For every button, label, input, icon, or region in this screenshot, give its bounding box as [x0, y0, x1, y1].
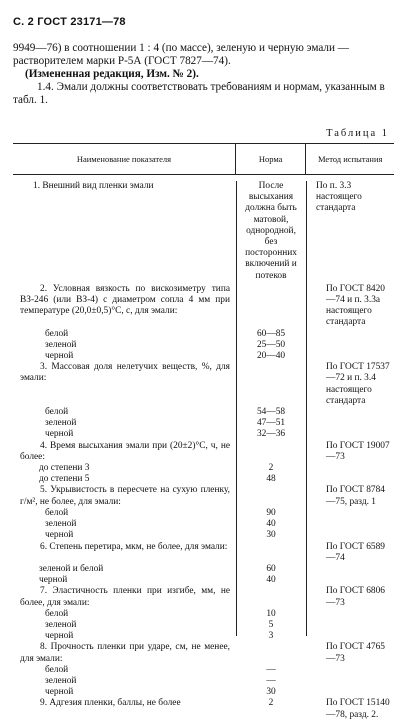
- table-row: [13, 631, 394, 642]
- cell-norm: После высыхания должна быть матовой, однородной, без посторонних включений и потеков: [245, 181, 297, 281]
- table-row: [13, 586, 394, 608]
- table-row: [13, 698, 394, 720]
- cell-norm: 3: [268, 631, 274, 642]
- cell-name: белой: [45, 664, 69, 675]
- table-row: [13, 564, 394, 575]
- cell-norm: 47—51: [256, 418, 286, 429]
- table-row: [13, 485, 394, 507]
- table-row: [13, 519, 394, 530]
- cell-name: 8. Прочность пленки при ударе, см, не менее, для эмали:: [20, 642, 230, 664]
- cell-norm: 60—85: [256, 328, 286, 339]
- cell-norm: 40: [266, 575, 276, 586]
- table-row: [13, 474, 394, 485]
- cell-method: По ГОСТ 8784—75, разд. 1: [326, 485, 385, 507]
- table-row: [13, 329, 394, 340]
- cell-name: 1. Внешний вид пленки эмали: [33, 181, 154, 191]
- cell-name: 5. Укрывистость в пересчете на сухую пленку, г/м², не более, для эмали:: [20, 485, 230, 507]
- cell-name: зеленой: [45, 675, 77, 686]
- page-header: С. 2 ГОСТ 23171—78: [13, 16, 126, 28]
- cell-norm: 48: [266, 474, 276, 485]
- cell-norm: 5: [268, 619, 274, 630]
- table-row: [13, 575, 394, 586]
- cell-name: зеленой: [45, 619, 77, 630]
- column-divider: [236, 181, 237, 636]
- table-row: [13, 508, 394, 519]
- table-row: [13, 441, 394, 463]
- cell-norm: 30: [266, 687, 276, 698]
- cell-norm: 54—58: [256, 407, 286, 418]
- cell-norm: 32—36: [256, 429, 286, 440]
- table-row: [13, 530, 394, 541]
- cell-name: белой: [45, 407, 69, 418]
- table-row: [13, 351, 394, 362]
- cell-method: По ГОСТ 15140—78, разд. 2.: [326, 698, 390, 720]
- table-row: [13, 418, 394, 429]
- table-row: [13, 609, 394, 620]
- cell-name: 7. Эластичность пленки при изгибе, мм, не более, для эмали:: [20, 586, 230, 608]
- cell-norm: 30: [266, 530, 276, 541]
- cell-name: 6. Степень перетира, мкм, не более, для эмали:: [40, 541, 228, 552]
- table-row: [13, 407, 394, 418]
- cell-norm: 2: [268, 698, 274, 709]
- intro-paragraph-2: 1.4. Эмали должны соответствовать требованиям и нормам, указанным в табл. 1.: [13, 81, 385, 106]
- cell-name: зеленой: [45, 519, 77, 530]
- cell-name: зеленой: [45, 339, 77, 350]
- cell-name: черной: [45, 631, 74, 642]
- table-row: [13, 642, 394, 664]
- table-row: [13, 340, 394, 351]
- cell-name: белой: [45, 507, 69, 518]
- table-row: [13, 362, 394, 407]
- cell-name: черной: [45, 429, 74, 440]
- cell-norm: —: [266, 664, 276, 675]
- table-label: Таблица 1: [326, 128, 389, 139]
- cell-norm: 20—40: [256, 351, 286, 362]
- cell-name: белой: [45, 328, 69, 339]
- cell-name: до степени 3: [39, 463, 90, 474]
- column-header-norm: Норма: [236, 144, 307, 174]
- table-row: [13, 429, 394, 440]
- cell-name: 3. Массовая доля нелетучих веществ, %, для эмали:: [20, 362, 230, 384]
- column-header-name: Наименование показателя: [13, 144, 236, 174]
- cell-name: черной: [45, 351, 74, 362]
- table-header-row: [13, 143, 394, 175]
- table-row: [13, 542, 394, 564]
- cell-method: По ГОСТ 6589—74: [326, 541, 385, 563]
- intro-amendment-note: (Измененная редакция, Изм. № 2).: [25, 68, 199, 80]
- cell-name: белой: [45, 608, 69, 619]
- cell-method: По ГОСТ 6806—73: [326, 586, 385, 608]
- cell-method: По ГОСТ 17537—72 и п. 3.4 настоящего стандарта: [326, 362, 390, 406]
- table-row: [13, 284, 394, 329]
- cell-name: зеленой и белой: [39, 563, 104, 574]
- cell-norm: 2: [268, 463, 274, 474]
- table-row: [13, 463, 394, 474]
- cell-name: черной: [39, 575, 68, 586]
- cell-norm: [236, 284, 306, 329]
- table-row: [13, 181, 394, 282]
- column-header-method: Метод испытания: [317, 154, 383, 164]
- column-divider: [306, 181, 307, 636]
- intro-text: [13, 42, 393, 107]
- cell-name: до степени 5: [39, 474, 90, 485]
- table-row: [13, 665, 394, 676]
- cell-name: черной: [45, 530, 74, 541]
- cell-norm: 60: [266, 563, 276, 574]
- cell-method: По ГОСТ 4765—73: [326, 642, 385, 664]
- table-row: [13, 676, 394, 687]
- cell-norm: —: [266, 675, 276, 686]
- intro-paragraph-1: 9949—76) в соотношении 1 : 4 (по массе), зеленую и черную эмали — растворителем марки Р-5А (ГОСТ 7827—74).: [13, 42, 349, 67]
- cell-name: зеленой: [45, 418, 77, 429]
- table-body: [13, 181, 394, 720]
- cell-norm: 25—50: [256, 339, 286, 350]
- cell-name: 9. Адгезия пленки, баллы, не более: [40, 698, 181, 709]
- cell-method: По п. 3.3 настоящего стандарта: [316, 181, 362, 214]
- cell-norm: 10: [266, 608, 276, 619]
- requirements-table: [13, 143, 394, 720]
- cell-norm: 40: [266, 519, 276, 530]
- cell-name: 2. Условная вязкость по вискозиметру типа ВЗ-246 (или ВЗ-4) с диаметром сопла 4 мм при температуре (20,0±0,5)°С, с, для эмали:: [20, 283, 230, 317]
- cell-method: По ГОСТ 19007—73: [326, 440, 390, 462]
- cell-norm: 90: [266, 507, 276, 518]
- cell-name: черной: [45, 687, 74, 698]
- cell-name: 4. Время высыхания эмали при (20±2)°С, ч, не более:: [20, 440, 230, 462]
- table-row: [13, 687, 394, 698]
- cell-method: По ГОСТ 8420—74 и п. 3.3а настоящего стандарта: [326, 283, 385, 328]
- table-row: [13, 620, 394, 631]
